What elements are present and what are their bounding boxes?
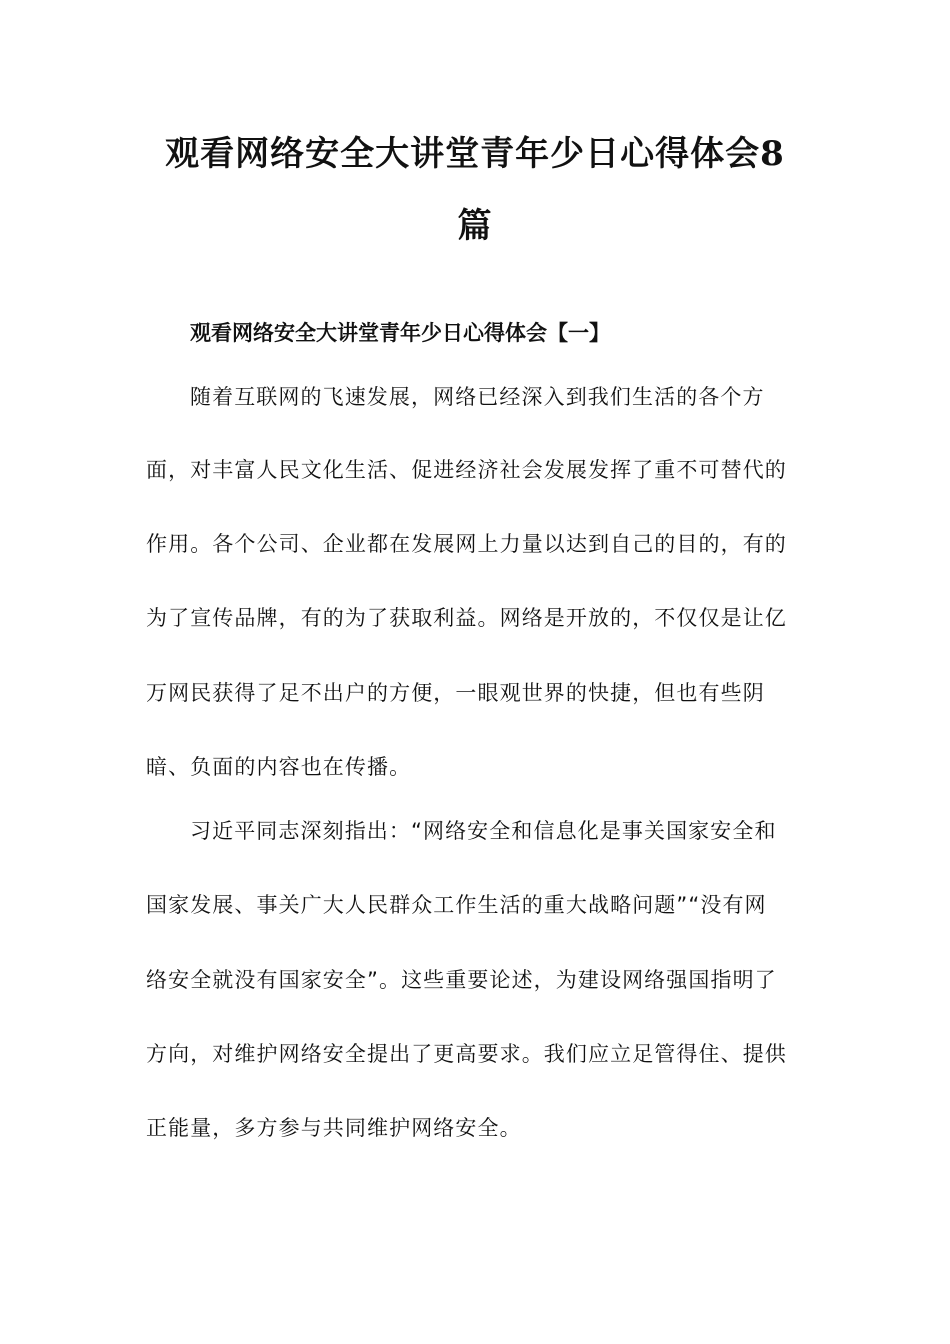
paragraph-2-line-4: 方向，对维护网络安全提出了更高要求。我们应立足管得住、提供 [146, 1042, 787, 1066]
paragraph-1-line-5: 万网民获得了足不出户的方便，一眼观世界的快捷，但也有些阴 [146, 681, 765, 705]
paragraph-2-line-2: 国家发展、事关广大人民群众工作生活的重大战略问题”“没有网 [146, 893, 767, 917]
paragraph-1-line-6: 暗、负面的内容也在传播。 [146, 755, 412, 779]
paragraph-2-line-3: 络安全就没有国家安全”。这些重要论述，为建设网络强国指明了 [146, 968, 777, 992]
paragraph-1-line-3: 作用。各个公司、企业都在发展网上力量以达到自己的目的，有的 [146, 532, 787, 556]
paragraph-1-line-1: 随着互联网的飞速发展，网络已经深入到我们生活的各个方 [190, 385, 765, 409]
document-title-line-2: 篇 [457, 206, 493, 246]
paragraph-2-line-1: 习近平同志深刻指出：“网络安全和信息化是事关国家安全和 [190, 819, 777, 843]
paragraph-1-line-2: 面，对丰富人民文化生活、促进经济社会发展发挥了重不可替代的 [146, 458, 787, 482]
paragraph-2-line-5: 正能量，多方参与共同维护网络安全。 [146, 1116, 522, 1140]
paragraph-1-line-4: 为了宣传品牌，有的为了获取利益。网络是开放的，不仅仅是让亿 [146, 606, 787, 630]
section-heading: 观看网络安全大讲堂青年少日心得体会【一】 [190, 321, 610, 345]
document-title-line-1: 观看网络安全大讲堂青年少日心得体会8 [165, 134, 785, 174]
